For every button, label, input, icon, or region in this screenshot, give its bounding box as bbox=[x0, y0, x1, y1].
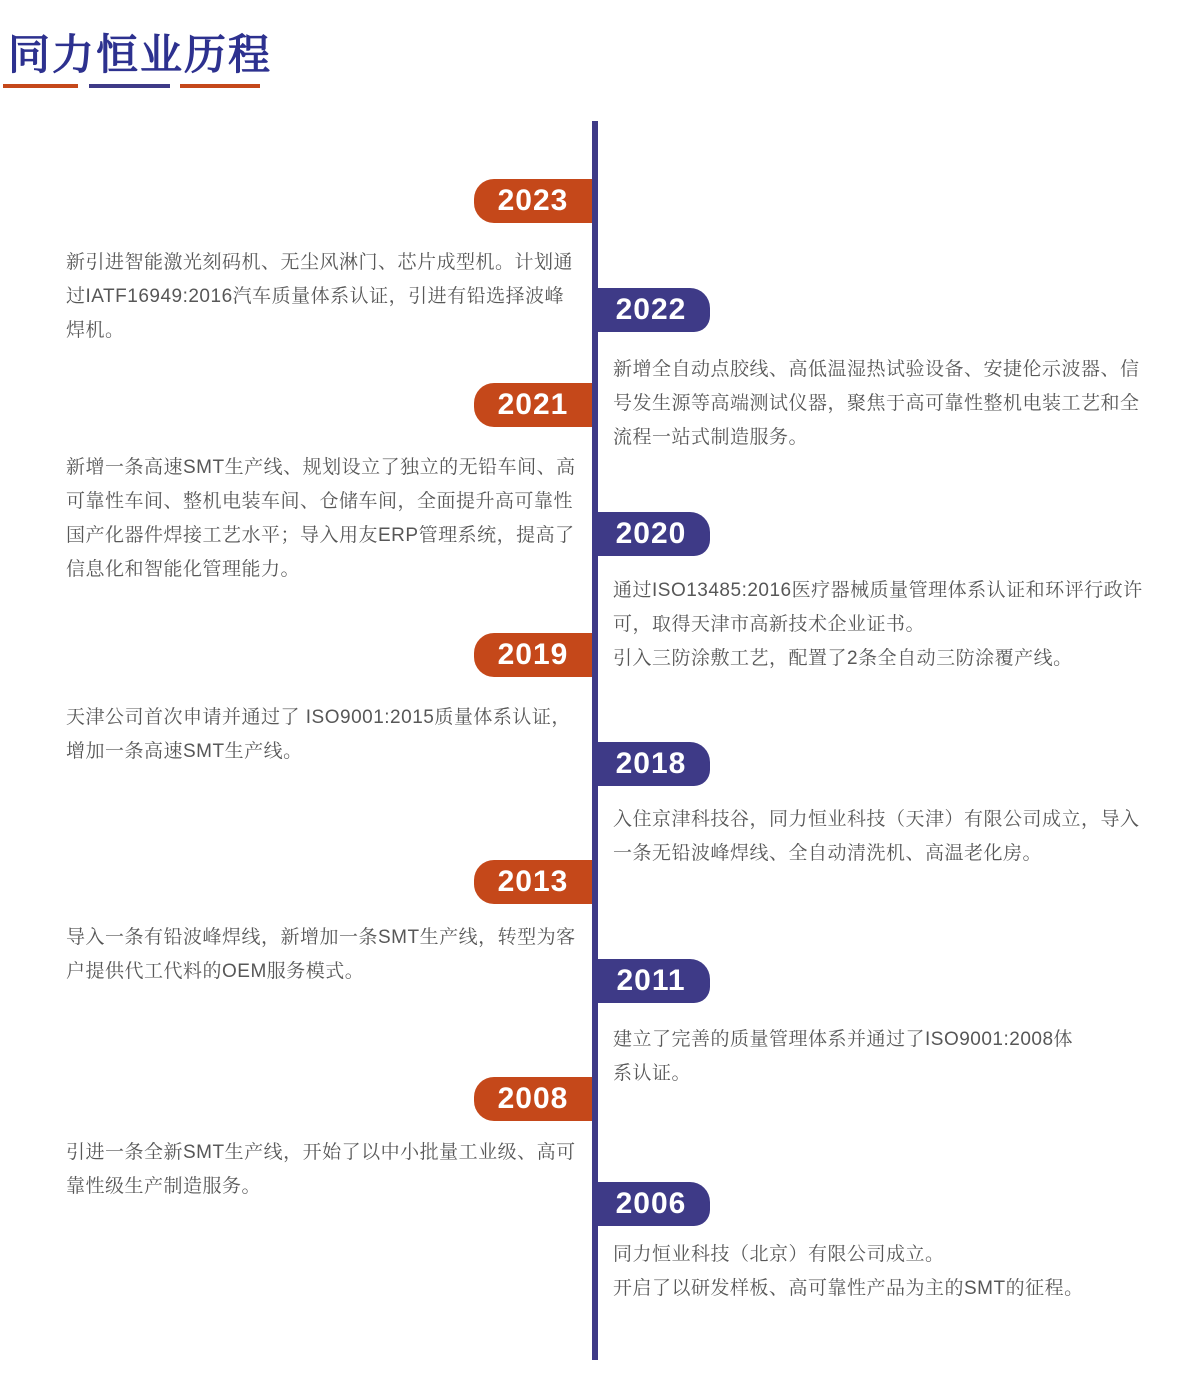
milestone-2019 bbox=[66, 701, 581, 769]
milestone-2021 bbox=[66, 451, 581, 587]
year-badge-2020: 2020 bbox=[592, 512, 710, 556]
milestone-2011-text: 建立了完善的质量管理体系并通过了ISO9001:2008体系认证。 bbox=[613, 1029, 1074, 1084]
milestone-2023-text: 新引进智能激光刻码机、无尘风淋门、芯片成型机。计划通过IATF16949:2016汽车质量体系认证，引进有铅选择波峰焊机。 bbox=[66, 252, 574, 341]
milestone-2006-text-line1: 同力恒业科技（北京）有限公司成立。 bbox=[613, 1244, 945, 1265]
title-underline-navy bbox=[89, 84, 170, 88]
milestone-2020 bbox=[613, 574, 1148, 676]
milestone-2021-text: 新增一条高速SMT生产线、规划设立了独立的无铅车间、高可靠性车间、整机电装车间、仓储车间，全面提升高可靠性国产化器件焊接工艺水平；导入用友ERP管理系统，提高了信息化和智能化管理能力。 bbox=[66, 457, 576, 580]
milestone-2008-text: 引进一条全新SMT生产线，开始了以中小批量工业级、高可靠性级生产制造服务。 bbox=[66, 1142, 576, 1197]
milestone-2019-text: 天津公司首次申请并通过了 ISO9001:2015质量体系认证，增加一条高速SMT生产线。 bbox=[66, 707, 571, 762]
milestone-2006-text-line2: 开启了以研发样板、高可靠性产品为主的SMT的征程。 bbox=[613, 1278, 1084, 1299]
milestone-2018-text: 入住京津科技谷，同力恒业科技（天津）有限公司成立，导入一条无铅波峰焊线、全自动清洗机、高温老化房。 bbox=[613, 809, 1140, 864]
year-badge-2022: 2022 bbox=[592, 288, 710, 332]
milestone-2006 bbox=[613, 1238, 1148, 1306]
milestone-2023 bbox=[66, 246, 581, 348]
milestone-2018 bbox=[613, 803, 1148, 871]
title-underline-orange-right bbox=[180, 84, 260, 88]
year-badge-2011: 2011 bbox=[592, 959, 710, 1003]
year-badge-2021: 2021 bbox=[474, 383, 592, 427]
year-badge-2023: 2023 bbox=[474, 179, 592, 223]
page-title: 同力恒业历程 bbox=[8, 31, 273, 78]
title-underline-orange-left bbox=[3, 84, 78, 88]
year-badge-2008: 2008 bbox=[474, 1077, 592, 1121]
milestone-2013 bbox=[66, 921, 581, 989]
year-badge-2019: 2019 bbox=[474, 633, 592, 677]
milestone-2020-text-line2: 引入三防涂敷工艺，配置了2条全自动三防涂覆产线。 bbox=[613, 648, 1073, 669]
milestone-2020-text-line1: 通过ISO13485:2016医疗器械质量管理体系认证和环评行政许可，取得天津市高新技术企业证书。 bbox=[613, 580, 1143, 635]
milestone-2013-text: 导入一条有铅波峰焊线，新增加一条SMT生产线，转型为客户提供代工代料的OEM服务模式。 bbox=[66, 927, 576, 982]
milestone-2008 bbox=[66, 1136, 581, 1204]
year-badge-2018: 2018 bbox=[592, 742, 710, 786]
milestone-2011 bbox=[613, 1023, 1083, 1091]
milestone-2022 bbox=[613, 353, 1148, 455]
year-badge-2006: 2006 bbox=[592, 1182, 710, 1226]
milestone-2022-text: 新增全自动点胶线、高低温湿热试验设备、安捷伦示波器、信号发生源等高端测试仪器，聚焦于高可靠性整机电装工艺和全流程一站式制造服务。 bbox=[613, 359, 1140, 448]
year-badge-2013: 2013 bbox=[474, 860, 592, 904]
